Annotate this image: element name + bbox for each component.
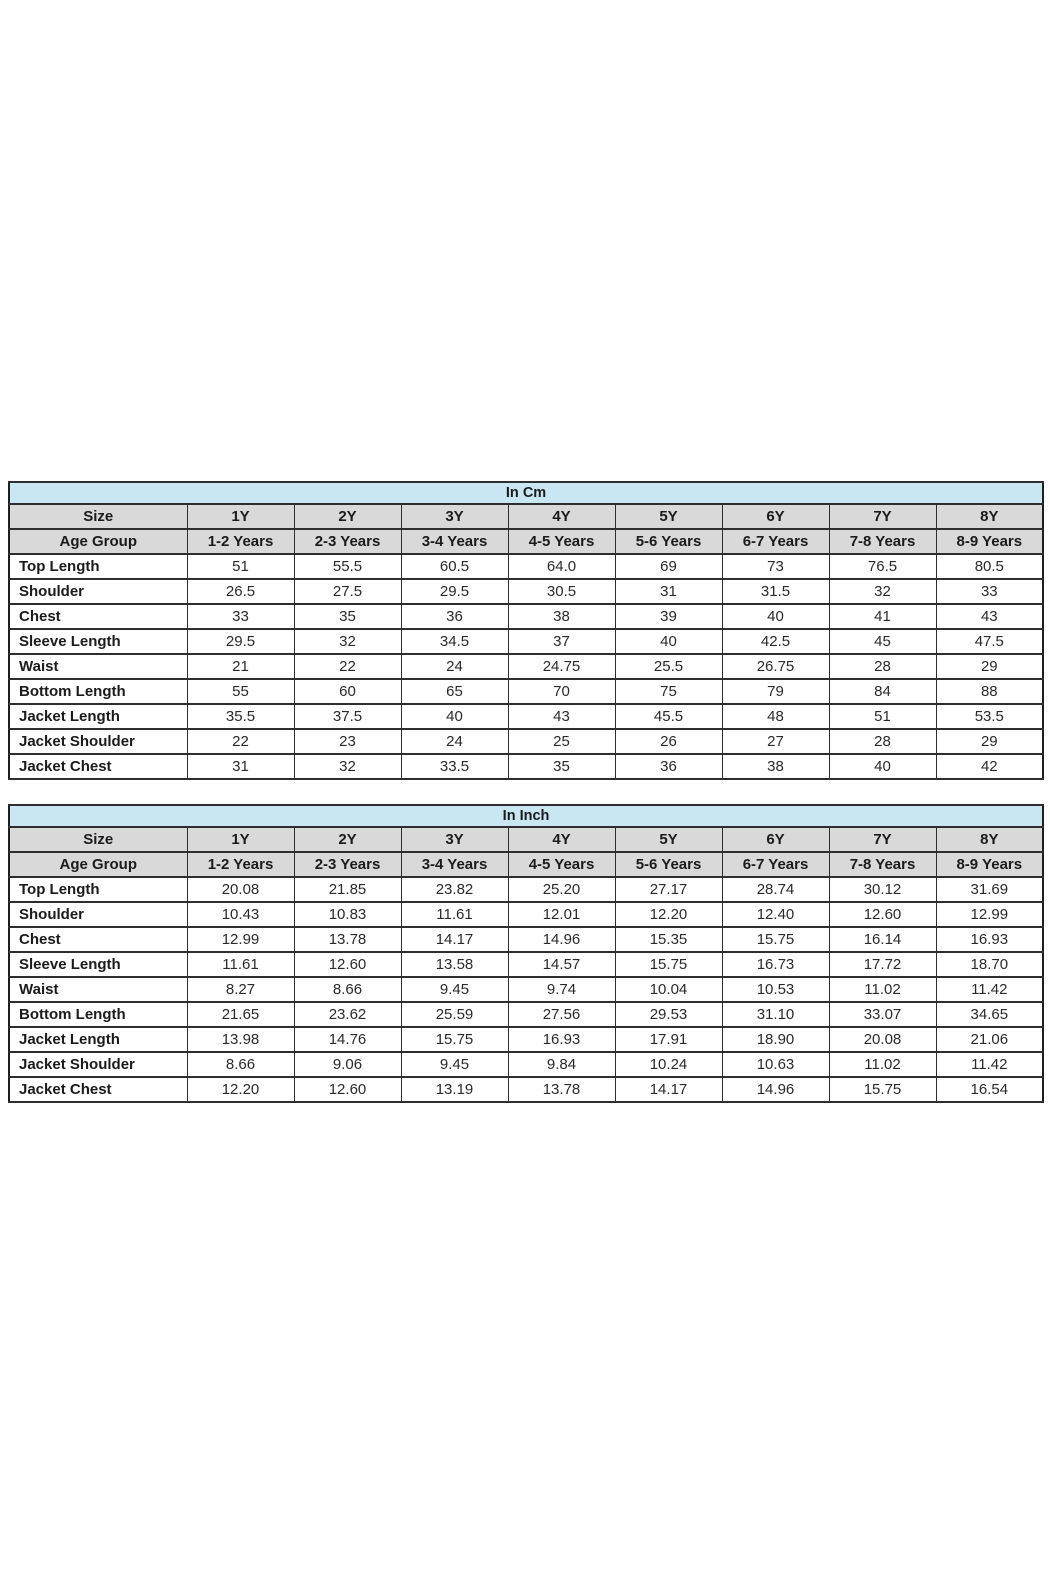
measurement-value-cell: 31.5 bbox=[722, 579, 829, 604]
measurement-label-cell: Jacket Chest bbox=[9, 1077, 187, 1102]
measurement-value-cell: 25.59 bbox=[401, 1002, 508, 1027]
age-row-label: Age Group bbox=[9, 852, 187, 877]
measurement-row bbox=[9, 704, 1043, 729]
measurement-value-cell: 13.78 bbox=[294, 927, 401, 952]
measurement-value-cell: 23.82 bbox=[401, 877, 508, 902]
measurement-value-cell: 53.5 bbox=[936, 704, 1043, 729]
measurement-value-cell: 12.60 bbox=[829, 902, 936, 927]
measurement-value-cell: 40 bbox=[722, 604, 829, 629]
measurement-row bbox=[9, 902, 1043, 927]
measurement-value-cell: 13.98 bbox=[187, 1027, 294, 1052]
measurement-value-cell: 13.78 bbox=[508, 1077, 615, 1102]
size-header-cell: 1Y bbox=[187, 504, 294, 529]
measurement-value-cell: 21.06 bbox=[936, 1027, 1043, 1052]
size-row-label: Size bbox=[9, 504, 187, 529]
measurement-value-cell: 29 bbox=[936, 729, 1043, 754]
measurement-value-cell: 37 bbox=[508, 629, 615, 654]
measurement-value-cell: 55.5 bbox=[294, 554, 401, 579]
measurement-value-cell: 11.61 bbox=[187, 952, 294, 977]
measurement-label-cell: Top Length bbox=[9, 554, 187, 579]
measurement-value-cell: 33 bbox=[936, 579, 1043, 604]
measurement-value-cell: 21.65 bbox=[187, 1002, 294, 1027]
measurement-value-cell: 43 bbox=[508, 704, 615, 729]
measurement-value-cell: 10.04 bbox=[615, 977, 722, 1002]
age-group-cell: 4-5 Years bbox=[508, 852, 615, 877]
age-group-cell: 1-2 Years bbox=[187, 529, 294, 554]
size-header-cell: 3Y bbox=[401, 827, 508, 852]
age-group-cell: 5-6 Years bbox=[615, 529, 722, 554]
measurement-value-cell: 16.73 bbox=[722, 952, 829, 977]
measurement-value-cell: 47.5 bbox=[936, 629, 1043, 654]
measurement-value-cell: 70 bbox=[508, 679, 615, 704]
measurement-value-cell: 10.24 bbox=[615, 1052, 722, 1077]
measurement-value-cell: 34.5 bbox=[401, 629, 508, 654]
measurement-value-cell: 12.20 bbox=[615, 902, 722, 927]
age-group-row bbox=[9, 529, 1043, 554]
measurement-value-cell: 14.17 bbox=[401, 927, 508, 952]
measurement-value-cell: 12.60 bbox=[294, 1077, 401, 1102]
measurement-value-cell: 33.5 bbox=[401, 754, 508, 779]
measurement-value-cell: 21.85 bbox=[294, 877, 401, 902]
age-group-cell: 8-9 Years bbox=[936, 852, 1043, 877]
measurement-value-cell: 16.54 bbox=[936, 1077, 1043, 1102]
age-group-cell: 2-3 Years bbox=[294, 852, 401, 877]
measurement-value-cell: 32 bbox=[294, 629, 401, 654]
measurement-label-cell: Shoulder bbox=[9, 902, 187, 927]
measurement-row bbox=[9, 579, 1043, 604]
measurement-row bbox=[9, 754, 1043, 779]
measurement-value-cell: 24 bbox=[401, 654, 508, 679]
age-group-cell: 4-5 Years bbox=[508, 529, 615, 554]
measurement-value-cell: 60 bbox=[294, 679, 401, 704]
measurement-value-cell: 60.5 bbox=[401, 554, 508, 579]
measurement-value-cell: 27.17 bbox=[615, 877, 722, 902]
measurement-value-cell: 21 bbox=[187, 654, 294, 679]
measurement-value-cell: 24 bbox=[401, 729, 508, 754]
measurement-value-cell: 75 bbox=[615, 679, 722, 704]
measurement-value-cell: 9.06 bbox=[294, 1052, 401, 1077]
measurement-value-cell: 15.75 bbox=[722, 927, 829, 952]
size-header-cell: 5Y bbox=[615, 504, 722, 529]
measurement-value-cell: 45 bbox=[829, 629, 936, 654]
measurement-label-cell: Jacket Shoulder bbox=[9, 1052, 187, 1077]
measurement-value-cell: 8.66 bbox=[187, 1052, 294, 1077]
measurement-label-cell: Jacket Length bbox=[9, 1027, 187, 1052]
age-group-cell: 2-3 Years bbox=[294, 529, 401, 554]
measurement-value-cell: 48 bbox=[722, 704, 829, 729]
size-header-cell: 8Y bbox=[936, 504, 1043, 529]
size-header-row bbox=[9, 827, 1043, 852]
measurement-value-cell: 22 bbox=[187, 729, 294, 754]
measurement-row bbox=[9, 629, 1043, 654]
measurement-label-cell: Shoulder bbox=[9, 579, 187, 604]
measurement-value-cell: 10.53 bbox=[722, 977, 829, 1002]
measurement-row bbox=[9, 952, 1043, 977]
age-group-cell: 3-4 Years bbox=[401, 852, 508, 877]
measurement-value-cell: 11.02 bbox=[829, 1052, 936, 1077]
measurement-value-cell: 25.5 bbox=[615, 654, 722, 679]
measurement-value-cell: 65 bbox=[401, 679, 508, 704]
size-header-cell: 3Y bbox=[401, 504, 508, 529]
measurement-value-cell: 15.75 bbox=[615, 952, 722, 977]
measurement-label-cell: Bottom Length bbox=[9, 1002, 187, 1027]
measurement-value-cell: 31.69 bbox=[936, 877, 1043, 902]
measurement-value-cell: 20.08 bbox=[829, 1027, 936, 1052]
size-header-cell: 4Y bbox=[508, 504, 615, 529]
measurement-label-cell: Sleeve Length bbox=[9, 629, 187, 654]
measurement-label-cell: Waist bbox=[9, 977, 187, 1002]
measurement-value-cell: 17.72 bbox=[829, 952, 936, 977]
size-chart-table-inch bbox=[8, 804, 1044, 1103]
measurement-value-cell: 34.65 bbox=[936, 1002, 1043, 1027]
measurement-value-cell: 11.42 bbox=[936, 977, 1043, 1002]
measurement-value-cell: 42.5 bbox=[722, 629, 829, 654]
measurement-value-cell: 29.5 bbox=[401, 579, 508, 604]
measurement-row bbox=[9, 1077, 1043, 1102]
measurement-value-cell: 23.62 bbox=[294, 1002, 401, 1027]
measurement-value-cell: 30.12 bbox=[829, 877, 936, 902]
measurement-value-cell: 55 bbox=[187, 679, 294, 704]
table-title-row-inch bbox=[9, 805, 1043, 827]
measurement-value-cell: 12.40 bbox=[722, 902, 829, 927]
measurement-value-cell: 88 bbox=[936, 679, 1043, 704]
size-header-cell: 5Y bbox=[615, 827, 722, 852]
measurement-value-cell: 15.75 bbox=[829, 1077, 936, 1102]
measurement-label-cell: Jacket Chest bbox=[9, 754, 187, 779]
measurement-value-cell: 35.5 bbox=[187, 704, 294, 729]
measurement-value-cell: 73 bbox=[722, 554, 829, 579]
size-chart-body-inch bbox=[9, 805, 1043, 1102]
measurement-value-cell: 32 bbox=[829, 579, 936, 604]
measurement-value-cell: 15.75 bbox=[401, 1027, 508, 1052]
measurement-value-cell: 29.53 bbox=[615, 1002, 722, 1027]
measurement-value-cell: 27.56 bbox=[508, 1002, 615, 1027]
measurement-value-cell: 16.93 bbox=[936, 927, 1043, 952]
age-group-cell: 7-8 Years bbox=[829, 852, 936, 877]
measurement-value-cell: 28 bbox=[829, 729, 936, 754]
measurement-value-cell: 9.45 bbox=[401, 977, 508, 1002]
measurement-row bbox=[9, 729, 1043, 754]
measurement-row bbox=[9, 1052, 1043, 1077]
size-header-cell: 7Y bbox=[829, 827, 936, 852]
measurement-value-cell: 12.01 bbox=[508, 902, 615, 927]
age-row-label: Age Group bbox=[9, 529, 187, 554]
measurement-value-cell: 69 bbox=[615, 554, 722, 579]
measurement-row bbox=[9, 877, 1043, 902]
measurement-value-cell: 27.5 bbox=[294, 579, 401, 604]
measurement-value-cell: 16.14 bbox=[829, 927, 936, 952]
measurement-label-cell: Chest bbox=[9, 927, 187, 952]
measurement-value-cell: 38 bbox=[508, 604, 615, 629]
measurement-value-cell: 13.19 bbox=[401, 1077, 508, 1102]
size-header-cell: 6Y bbox=[722, 827, 829, 852]
age-group-cell: 5-6 Years bbox=[615, 852, 722, 877]
measurement-value-cell: 14.17 bbox=[615, 1077, 722, 1102]
measurement-label-cell: Sleeve Length bbox=[9, 952, 187, 977]
measurement-row bbox=[9, 1002, 1043, 1027]
measurement-value-cell: 28.74 bbox=[722, 877, 829, 902]
measurement-value-cell: 10.63 bbox=[722, 1052, 829, 1077]
measurement-value-cell: 16.93 bbox=[508, 1027, 615, 1052]
measurement-value-cell: 36 bbox=[401, 604, 508, 629]
measurement-value-cell: 12.60 bbox=[294, 952, 401, 977]
measurement-value-cell: 15.35 bbox=[615, 927, 722, 952]
age-group-row bbox=[9, 852, 1043, 877]
measurement-value-cell: 11.61 bbox=[401, 902, 508, 927]
size-chart-table-cm bbox=[8, 481, 1044, 780]
measurement-value-cell: 51 bbox=[187, 554, 294, 579]
measurement-value-cell: 9.45 bbox=[401, 1052, 508, 1077]
measurement-value-cell: 36 bbox=[615, 754, 722, 779]
age-group-cell: 3-4 Years bbox=[401, 529, 508, 554]
age-group-cell: 1-2 Years bbox=[187, 852, 294, 877]
measurement-value-cell: 41 bbox=[829, 604, 936, 629]
measurement-value-cell: 11.02 bbox=[829, 977, 936, 1002]
measurement-value-cell: 31.10 bbox=[722, 1002, 829, 1027]
measurement-value-cell: 45.5 bbox=[615, 704, 722, 729]
measurement-value-cell: 38 bbox=[722, 754, 829, 779]
age-group-cell: 6-7 Years bbox=[722, 852, 829, 877]
measurement-value-cell: 64.0 bbox=[508, 554, 615, 579]
measurement-value-cell: 23 bbox=[294, 729, 401, 754]
size-row-label: Size bbox=[9, 827, 187, 852]
measurement-value-cell: 35 bbox=[508, 754, 615, 779]
measurement-value-cell: 51 bbox=[829, 704, 936, 729]
measurement-value-cell: 22 bbox=[294, 654, 401, 679]
measurement-value-cell: 28 bbox=[829, 654, 936, 679]
measurement-value-cell: 11.42 bbox=[936, 1052, 1043, 1077]
measurement-value-cell: 25.20 bbox=[508, 877, 615, 902]
measurement-value-cell: 14.57 bbox=[508, 952, 615, 977]
measurement-value-cell: 40 bbox=[615, 629, 722, 654]
size-header-row bbox=[9, 504, 1043, 529]
measurement-label-cell: Bottom Length bbox=[9, 679, 187, 704]
measurement-row bbox=[9, 679, 1043, 704]
measurement-value-cell: 12.20 bbox=[187, 1077, 294, 1102]
size-header-cell: 1Y bbox=[187, 827, 294, 852]
measurement-value-cell: 33 bbox=[187, 604, 294, 629]
table-title-row-cm bbox=[9, 482, 1043, 504]
size-header-cell: 2Y bbox=[294, 504, 401, 529]
measurement-value-cell: 8.27 bbox=[187, 977, 294, 1002]
measurement-value-cell: 26.75 bbox=[722, 654, 829, 679]
measurement-value-cell: 14.76 bbox=[294, 1027, 401, 1052]
measurement-value-cell: 33.07 bbox=[829, 1002, 936, 1027]
measurement-value-cell: 29 bbox=[936, 654, 1043, 679]
measurement-value-cell: 20.08 bbox=[187, 877, 294, 902]
measurement-value-cell: 40 bbox=[401, 704, 508, 729]
measurement-value-cell: 31 bbox=[615, 579, 722, 604]
size-header-cell: 7Y bbox=[829, 504, 936, 529]
measurement-value-cell: 12.99 bbox=[936, 902, 1043, 927]
measurement-value-cell: 18.90 bbox=[722, 1027, 829, 1052]
measurement-value-cell: 80.5 bbox=[936, 554, 1043, 579]
size-header-cell: 6Y bbox=[722, 504, 829, 529]
age-group-cell: 6-7 Years bbox=[722, 529, 829, 554]
measurement-value-cell: 17.91 bbox=[615, 1027, 722, 1052]
measurement-value-cell: 27 bbox=[722, 729, 829, 754]
measurement-row bbox=[9, 977, 1043, 1002]
measurement-label-cell: Chest bbox=[9, 604, 187, 629]
measurement-row bbox=[9, 604, 1043, 629]
measurement-row bbox=[9, 1027, 1043, 1052]
size-chart-body-cm bbox=[9, 482, 1043, 779]
measurement-value-cell: 14.96 bbox=[722, 1077, 829, 1102]
measurement-value-cell: 13.58 bbox=[401, 952, 508, 977]
measurement-value-cell: 12.99 bbox=[187, 927, 294, 952]
measurement-label-cell: Waist bbox=[9, 654, 187, 679]
measurement-value-cell: 24.75 bbox=[508, 654, 615, 679]
measurement-value-cell: 26.5 bbox=[187, 579, 294, 604]
measurement-value-cell: 10.83 bbox=[294, 902, 401, 927]
measurement-value-cell: 79 bbox=[722, 679, 829, 704]
measurement-value-cell: 32 bbox=[294, 754, 401, 779]
measurement-value-cell: 9.74 bbox=[508, 977, 615, 1002]
measurement-value-cell: 25 bbox=[508, 729, 615, 754]
measurement-value-cell: 42 bbox=[936, 754, 1043, 779]
measurement-row bbox=[9, 927, 1043, 952]
measurement-value-cell: 26 bbox=[615, 729, 722, 754]
size-header-cell: 4Y bbox=[508, 827, 615, 852]
measurement-value-cell: 30.5 bbox=[508, 579, 615, 604]
measurement-value-cell: 35 bbox=[294, 604, 401, 629]
measurement-value-cell: 29.5 bbox=[187, 629, 294, 654]
measurement-value-cell: 31 bbox=[187, 754, 294, 779]
size-header-cell: 8Y bbox=[936, 827, 1043, 852]
table-title-inch: In Inch bbox=[9, 805, 1043, 827]
measurement-value-cell: 43 bbox=[936, 604, 1043, 629]
measurement-label-cell: Top Length bbox=[9, 877, 187, 902]
measurement-value-cell: 84 bbox=[829, 679, 936, 704]
measurement-label-cell: Jacket Shoulder bbox=[9, 729, 187, 754]
measurement-value-cell: 18.70 bbox=[936, 952, 1043, 977]
age-group-cell: 7-8 Years bbox=[829, 529, 936, 554]
measurement-value-cell: 39 bbox=[615, 604, 722, 629]
measurement-value-cell: 9.84 bbox=[508, 1052, 615, 1077]
measurement-row bbox=[9, 654, 1043, 679]
measurement-value-cell: 37.5 bbox=[294, 704, 401, 729]
measurement-value-cell: 14.96 bbox=[508, 927, 615, 952]
measurement-value-cell: 76.5 bbox=[829, 554, 936, 579]
measurement-value-cell: 10.43 bbox=[187, 902, 294, 927]
size-header-cell: 2Y bbox=[294, 827, 401, 852]
measurement-row bbox=[9, 554, 1043, 579]
measurement-label-cell: Jacket Length bbox=[9, 704, 187, 729]
measurement-value-cell: 40 bbox=[829, 754, 936, 779]
measurement-value-cell: 8.66 bbox=[294, 977, 401, 1002]
table-title-cm: In Cm bbox=[9, 482, 1043, 504]
age-group-cell: 8-9 Years bbox=[936, 529, 1043, 554]
